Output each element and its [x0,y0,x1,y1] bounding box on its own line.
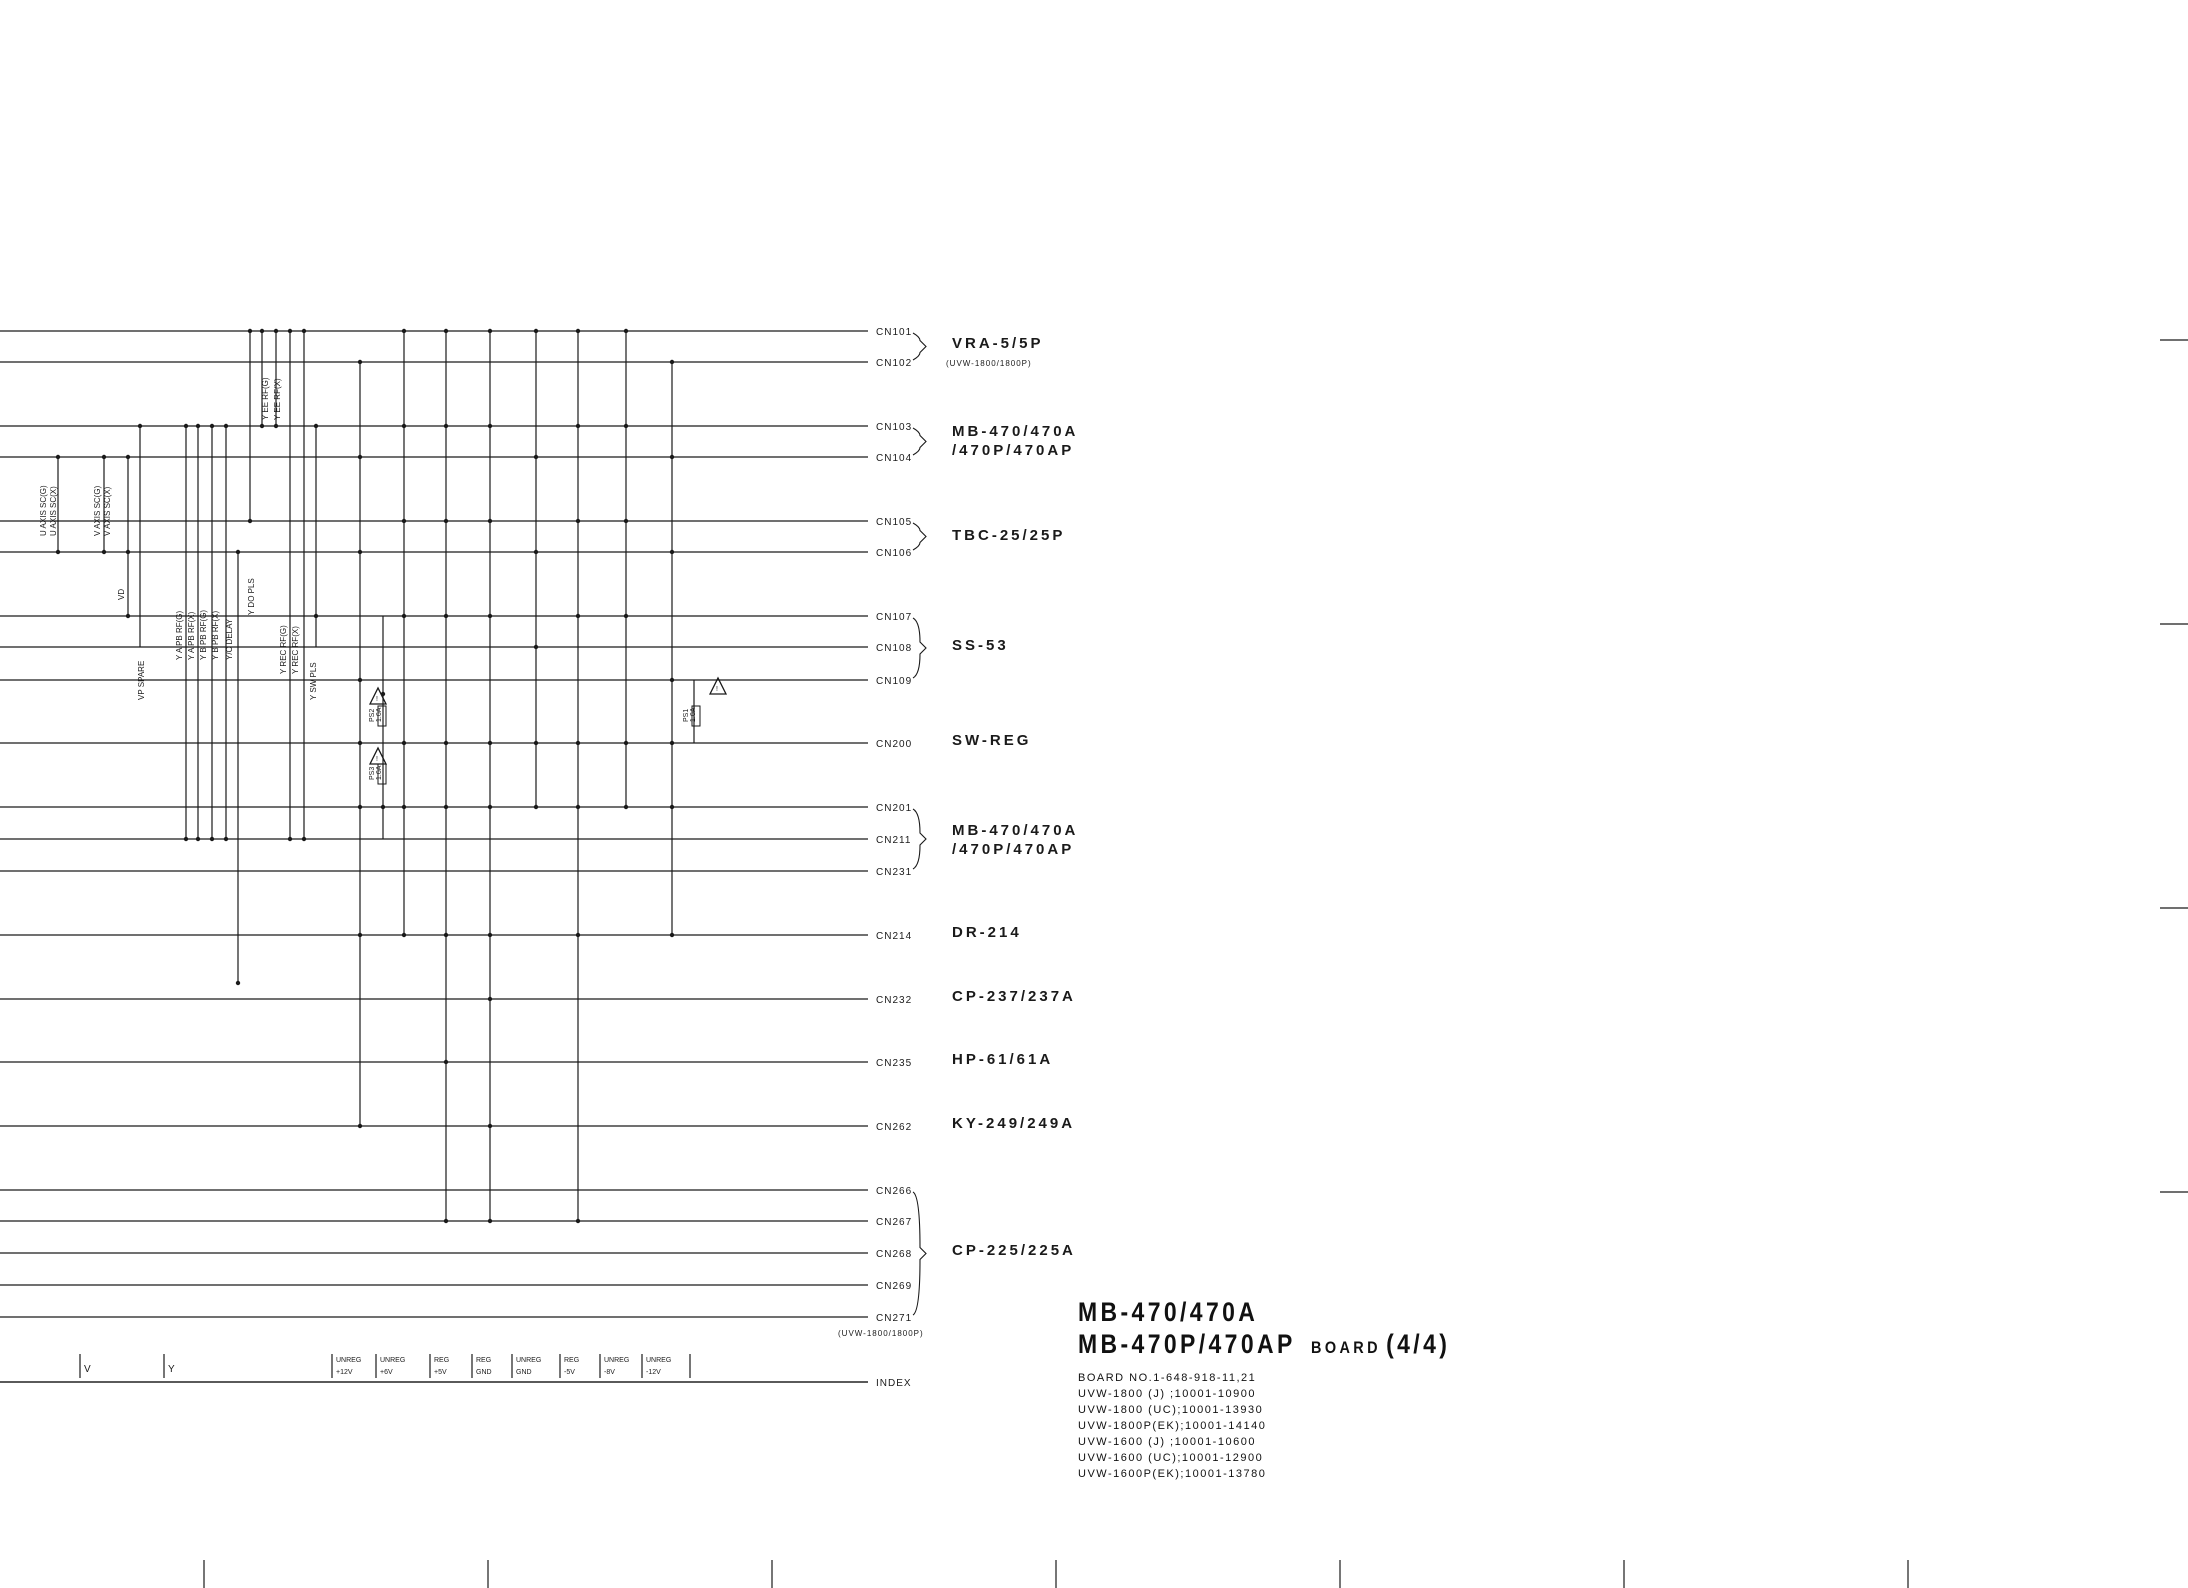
signal-label: Y REC RF(G) [279,625,288,674]
warning-mark: ! [376,696,378,703]
board-name-label: DR-214 [952,924,1022,941]
board-name-label: KY-249/249A [952,1115,1076,1132]
signal-label: Y REC RF(X) [291,626,300,674]
junction-dot [576,329,580,333]
junction-dot [381,805,385,809]
junction-dot [274,424,278,428]
junction-dot [576,805,580,809]
connector-label: CN269 [876,1281,913,1292]
index-label: +5V [434,1369,447,1376]
junction-dot [302,837,306,841]
junction-dot [224,837,228,841]
connector-label: CN266 [876,1186,913,1197]
junction-dot [358,741,362,745]
signal-label: V AXIS SC(G) [93,485,102,536]
connector-label: CN101 [876,327,913,338]
junction-dot [248,329,252,333]
junction-dot [444,424,448,428]
connector-bracket [913,523,926,550]
index-label: REG [476,1357,492,1364]
junction-dot [260,424,264,428]
junction-dot [624,805,628,809]
index-label: Y [168,1364,176,1375]
junction-dot [488,1219,492,1223]
connector-bracket [913,809,926,869]
index-label: +12V [336,1369,353,1376]
junction-dot [576,424,580,428]
junction-dot [534,805,538,809]
junction-dot [288,837,292,841]
junction-dot [488,933,492,937]
serial-range: UVW-1600 (UC);10001-12900 [1078,1452,1264,1464]
junction-dot [358,455,362,459]
junction-dot [314,614,318,618]
junction-dot [358,360,362,364]
connector-label: CN102 [876,358,913,369]
junction-dot [358,678,362,682]
signal-label: Y B PB RF(G) [199,609,208,660]
junction-dot [624,741,628,745]
index-label: UNREG [336,1357,362,1364]
index-label: -12V [646,1369,661,1376]
connector-label: CN105 [876,517,913,528]
warning-mark: ! [376,756,378,763]
signal-label: Y A PB RF(G) [175,610,184,660]
signal-label: U AXIS SC(X) [49,486,58,536]
junction-dot [444,1060,448,1064]
board-name-label: /470P/470AP [952,841,1075,858]
title-line-1 [1078,1296,1450,1328]
connector-label: CN107 [876,612,913,623]
junction-dot [488,805,492,809]
junction-dot [534,550,538,554]
junction-dot [196,424,200,428]
board-name-label: /470P/470AP [952,442,1075,459]
junction-dot [102,455,106,459]
connector-label: CN232 [876,995,913,1006]
connector-label: CN106 [876,548,913,559]
junction-dot [224,424,228,428]
index-label: -8V [604,1369,615,1376]
fuse-ref: PS3 [369,766,376,780]
junction-dot [624,424,628,428]
junction-dot [402,805,406,809]
junction-dot [358,550,362,554]
index-label: REG [434,1357,450,1364]
signal-label: V AXIS SC(X) [103,486,112,536]
connector-bracket [913,618,926,678]
board-name-label: HP-61/61A [952,1051,1054,1068]
connector-label: CN104 [876,453,913,464]
signal-label: VP SPARE [137,660,146,700]
junction-dot [444,805,448,809]
connector-bracket [913,333,926,360]
connector-label: CN231 [876,867,913,878]
index-label: GND [516,1369,532,1376]
board-name-label: TBC-25/25P [952,527,1066,544]
junction-dot [56,550,60,554]
junction-dot [302,329,306,333]
junction-dot [184,424,188,428]
junction-dot [576,519,580,523]
connector-bracket [913,428,926,455]
junction-dot [670,550,674,554]
signal-label: Y A PB RF(X) [187,611,196,660]
junction-dot [670,455,674,459]
board-name-label: SS-53 [952,637,1009,654]
junction-dot [248,519,252,523]
junction-dot [488,741,492,745]
junction-dot [402,741,406,745]
junction-dot [274,329,278,333]
index-label: UNREG [646,1357,672,1364]
fuse-rating: 1.6A [376,707,383,722]
connector-label: CN109 [876,676,913,687]
junction-dot [402,329,406,333]
junction-dot [314,424,318,428]
signal-label: Y SW PLS [309,662,318,700]
index-label: UNREG [380,1357,406,1364]
fuse-rating: 1.6A [376,765,383,780]
signal-label: Y DO PLS [247,578,256,615]
fuse-rating: 1.6A [690,707,697,722]
junction-dot [196,837,200,841]
connector-label: CN262 [876,1122,913,1133]
index-label: UNREG [604,1357,630,1364]
title-model-2: MB-470P/470AP [1078,1329,1296,1359]
board-name-label: MB-470/470A [952,423,1079,440]
junction-dot [260,329,264,333]
board-name-label: VRA-5/5P [952,335,1044,352]
junction-dot [56,455,60,459]
junction-dot [488,329,492,333]
junction-dot [670,933,674,937]
connector-bracket [913,1192,926,1315]
junction-dot [624,614,628,618]
title-model-1: MB-470/470A [1078,1297,1259,1327]
junction-dot [444,933,448,937]
fuse-ref: PS2 [369,708,376,722]
index-label: GND [476,1369,492,1376]
serial-range: UVW-1800 (J) ;10001-10900 [1078,1388,1256,1400]
junction-dot [210,837,214,841]
junction-dot [444,1219,448,1223]
signal-label: Y EE RF(G) [261,377,270,420]
connector-label: CN201 [876,803,913,814]
junction-dot [534,455,538,459]
junction-dot [444,329,448,333]
junction-dot [444,741,448,745]
board-page-number: (4/4) [1386,1329,1451,1359]
index-label: UNREG [516,1357,542,1364]
junction-dot [624,329,628,333]
board-sub-label: (UVW-1800/1800P) [946,359,1032,368]
junction-dot [402,614,406,618]
junction-dot [670,360,674,364]
junction-dot [444,614,448,618]
junction-dot [402,424,406,428]
junction-dot [358,805,362,809]
junction-dot [184,837,188,841]
index-label: +6V [380,1369,393,1376]
junction-dot [488,519,492,523]
index-label: -5V [564,1369,575,1376]
connector-label: CN267 [876,1217,913,1228]
junction-dot [402,519,406,523]
junction-dot [358,933,362,937]
junction-dot [576,933,580,937]
index-label: REG [564,1357,580,1364]
junction-dot [444,519,448,523]
board-name-label: SW-REG [952,732,1032,749]
junction-dot [576,614,580,618]
junction-dot [488,997,492,1001]
signal-label: U AXIS SC(G) [39,485,48,536]
fuse-ref: PS1 [683,708,690,722]
junction-dot [534,741,538,745]
serial-range: UVW-1800 (UC);10001-13930 [1078,1404,1264,1416]
board-name-label: MB-470/470A [952,822,1079,839]
junction-dot [488,1124,492,1128]
serial-range: UVW-1800P(EK);10001-14140 [1078,1420,1267,1432]
junction-dot [358,1124,362,1128]
connector-label: CN271 [876,1313,913,1324]
junction-dot [576,1219,580,1223]
junction-dot [102,550,106,554]
junction-dot [126,614,130,618]
junction-dot [138,424,142,428]
serial-block [1078,1370,1516,1482]
junction-dot [402,933,406,937]
connector-label: CN211 [876,835,912,846]
junction-dot [670,678,674,682]
junction-dot [624,519,628,523]
serial-range: UVW-1600 (J) ;10001-10600 [1078,1436,1256,1448]
junction-dot [534,329,538,333]
junction-dot [126,550,130,554]
connector-label: CN200 [876,739,913,750]
junction-dot [488,424,492,428]
board-number: BOARD NO.1-648-918-11,21 [1078,1372,1257,1384]
index-label: V [84,1364,92,1375]
connector-label: CN214 [876,931,913,942]
title-line-2 [1078,1328,1450,1364]
junction-dot [670,741,674,745]
junction-dot [236,981,240,985]
connector-label: INDEX [876,1378,912,1389]
signal-label: Y B PB RF(X) [211,610,220,660]
connector-label: CN103 [876,422,913,433]
board-word: BOARD [1310,1338,1381,1357]
junction-dot [576,741,580,745]
junction-dot [126,455,130,459]
board-name-label: CP-237/237A [952,988,1076,1005]
serial-range: UVW-1600P(EK);10001-13780 [1078,1468,1267,1480]
signal-label: VD [117,588,126,600]
board-sub-label: (UVW-1800/1800P) [838,1329,924,1338]
junction-dot [236,550,240,554]
connector-label: CN268 [876,1249,913,1260]
warning-mark: ! [716,686,718,693]
junction-dot [488,614,492,618]
junction-dot [670,805,674,809]
junction-dot [210,424,214,428]
signal-label: Y/C DELAY [225,618,234,660]
connector-label: CN235 [876,1058,913,1069]
signal-label: Y EE RF(X) [273,378,282,420]
connector-label: CN108 [876,643,913,654]
title-block [1078,1296,1516,1482]
junction-dot [534,645,538,649]
junction-dot [288,329,292,333]
board-name-label: CP-225/225A [952,1242,1076,1259]
